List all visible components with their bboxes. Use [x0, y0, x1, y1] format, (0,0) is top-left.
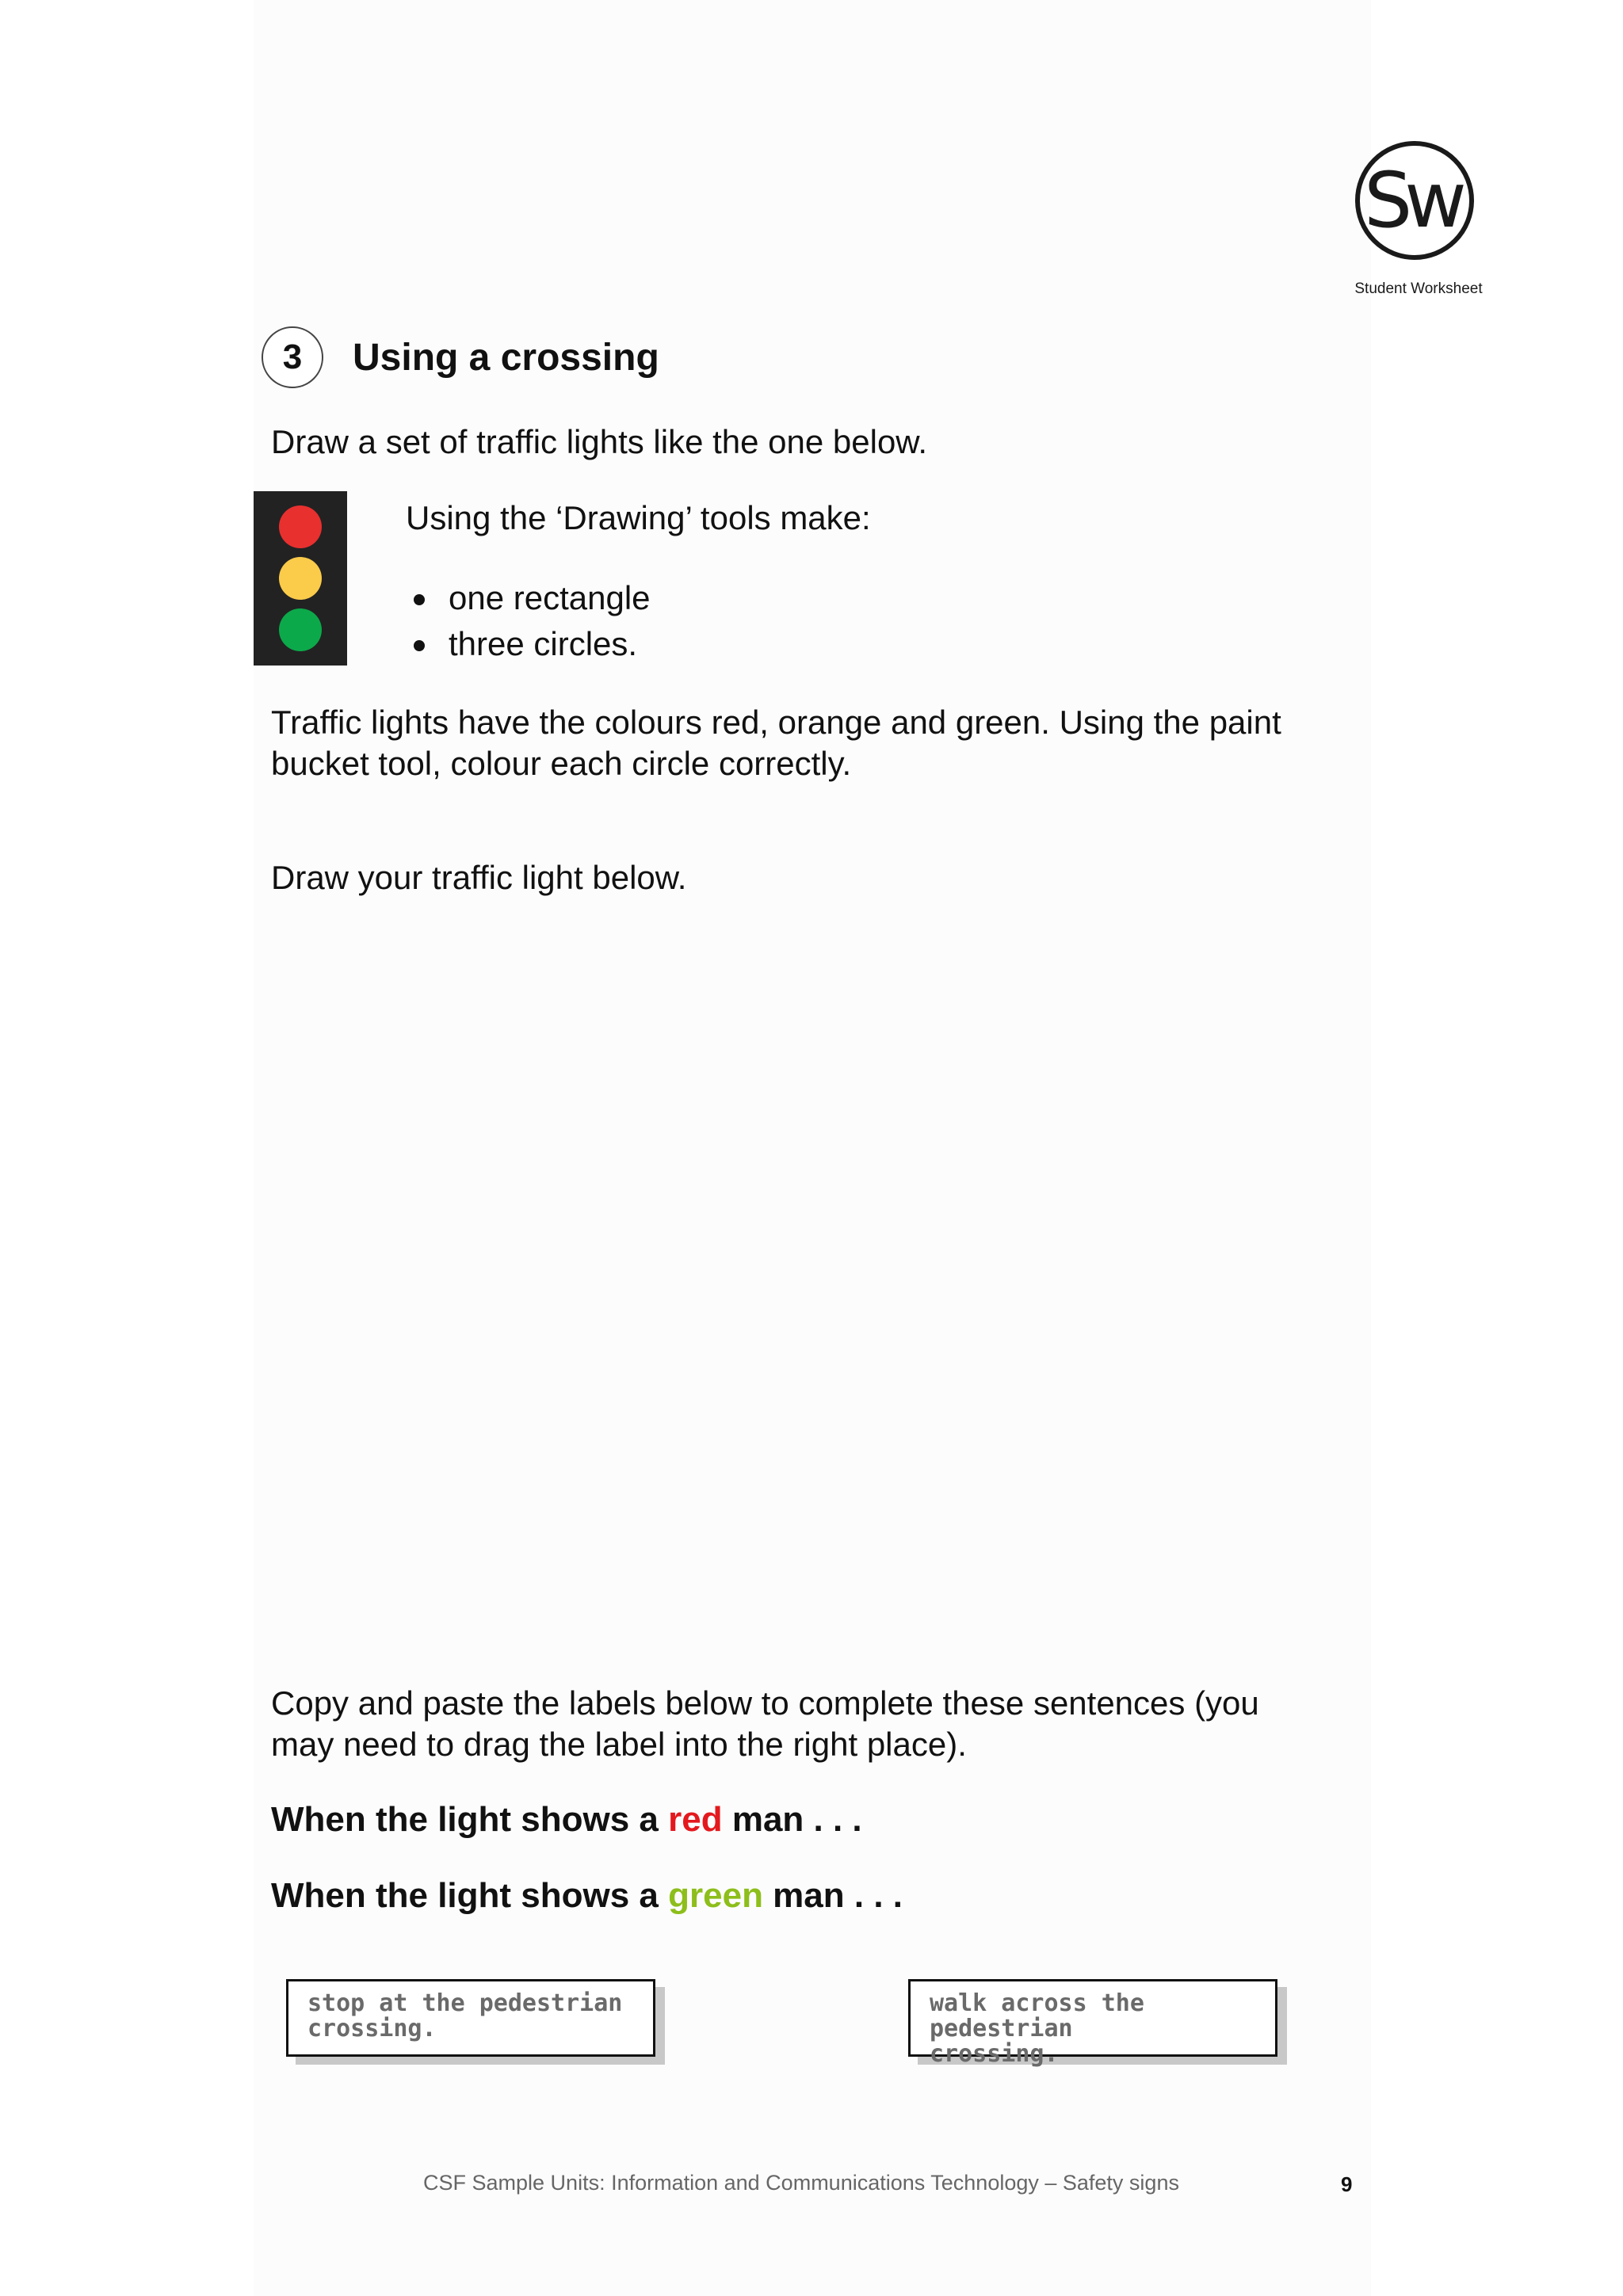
drawing-instruction: Using the ‘Drawing’ tools make: [406, 499, 871, 536]
colour-instruction-line-1: Traffic lights have the colours red, orange and green. Using the paint [271, 704, 1281, 741]
stop-label-box[interactable] [286, 1979, 655, 2057]
green-man-sentence [271, 1876, 903, 1916]
label-line: walk across the pedestrian [930, 1989, 1144, 2042]
green-lamp [279, 608, 322, 651]
sentence-suffix: man . . . [722, 1800, 862, 1839]
sentence-suffix: man . . . [762, 1876, 903, 1915]
page-number: 9 [1341, 2172, 1353, 2196]
red-man-sentence [271, 1800, 862, 1840]
colour-instruction-line-2: bucket tool, colour each circle correctly. [271, 745, 852, 782]
amber-lamp [279, 557, 322, 600]
draw-prompt: Draw your traffic light below. [271, 859, 687, 896]
intro-text: Draw a set of traffic lights like the one below. [271, 423, 927, 460]
walk-label-box[interactable] [908, 1979, 1277, 2068]
label-line: stop at the pedestrian [307, 1989, 623, 2017]
green-keyword: green [668, 1876, 763, 1915]
red-keyword: red [668, 1800, 723, 1839]
footer-text: CSF Sample Units: Information and Communications Technology – Safety signs [423, 2171, 1179, 2195]
section-number-badge: 3 [262, 326, 323, 388]
copy-instruction-line-2: may need to drag the label into the right place). [271, 1726, 967, 1763]
logo-caption: Student Worksheet [1354, 280, 1483, 297]
shapes-list [406, 575, 651, 667]
label-line: crossing. [930, 2040, 1059, 2068]
traffic-light-image [254, 491, 347, 666]
drawing-area[interactable] [271, 919, 1357, 1648]
logo-mark: Sw [1364, 156, 1459, 245]
section-title: Using a crossing [353, 337, 659, 379]
list-item: three circles. [406, 621, 651, 667]
list-item: one rectangle [406, 575, 651, 621]
copy-instruction-line-1: Copy and paste the labels below to complete these sentences (you [271, 1684, 1259, 1722]
label-line: crossing. [307, 2015, 437, 2042]
sentence-prefix: When the light shows a [271, 1876, 669, 1915]
sentence-prefix: When the light shows a [271, 1800, 669, 1839]
logo-circle [1355, 141, 1474, 260]
student-worksheet-logo [1350, 136, 1487, 295]
red-lamp [279, 505, 322, 548]
